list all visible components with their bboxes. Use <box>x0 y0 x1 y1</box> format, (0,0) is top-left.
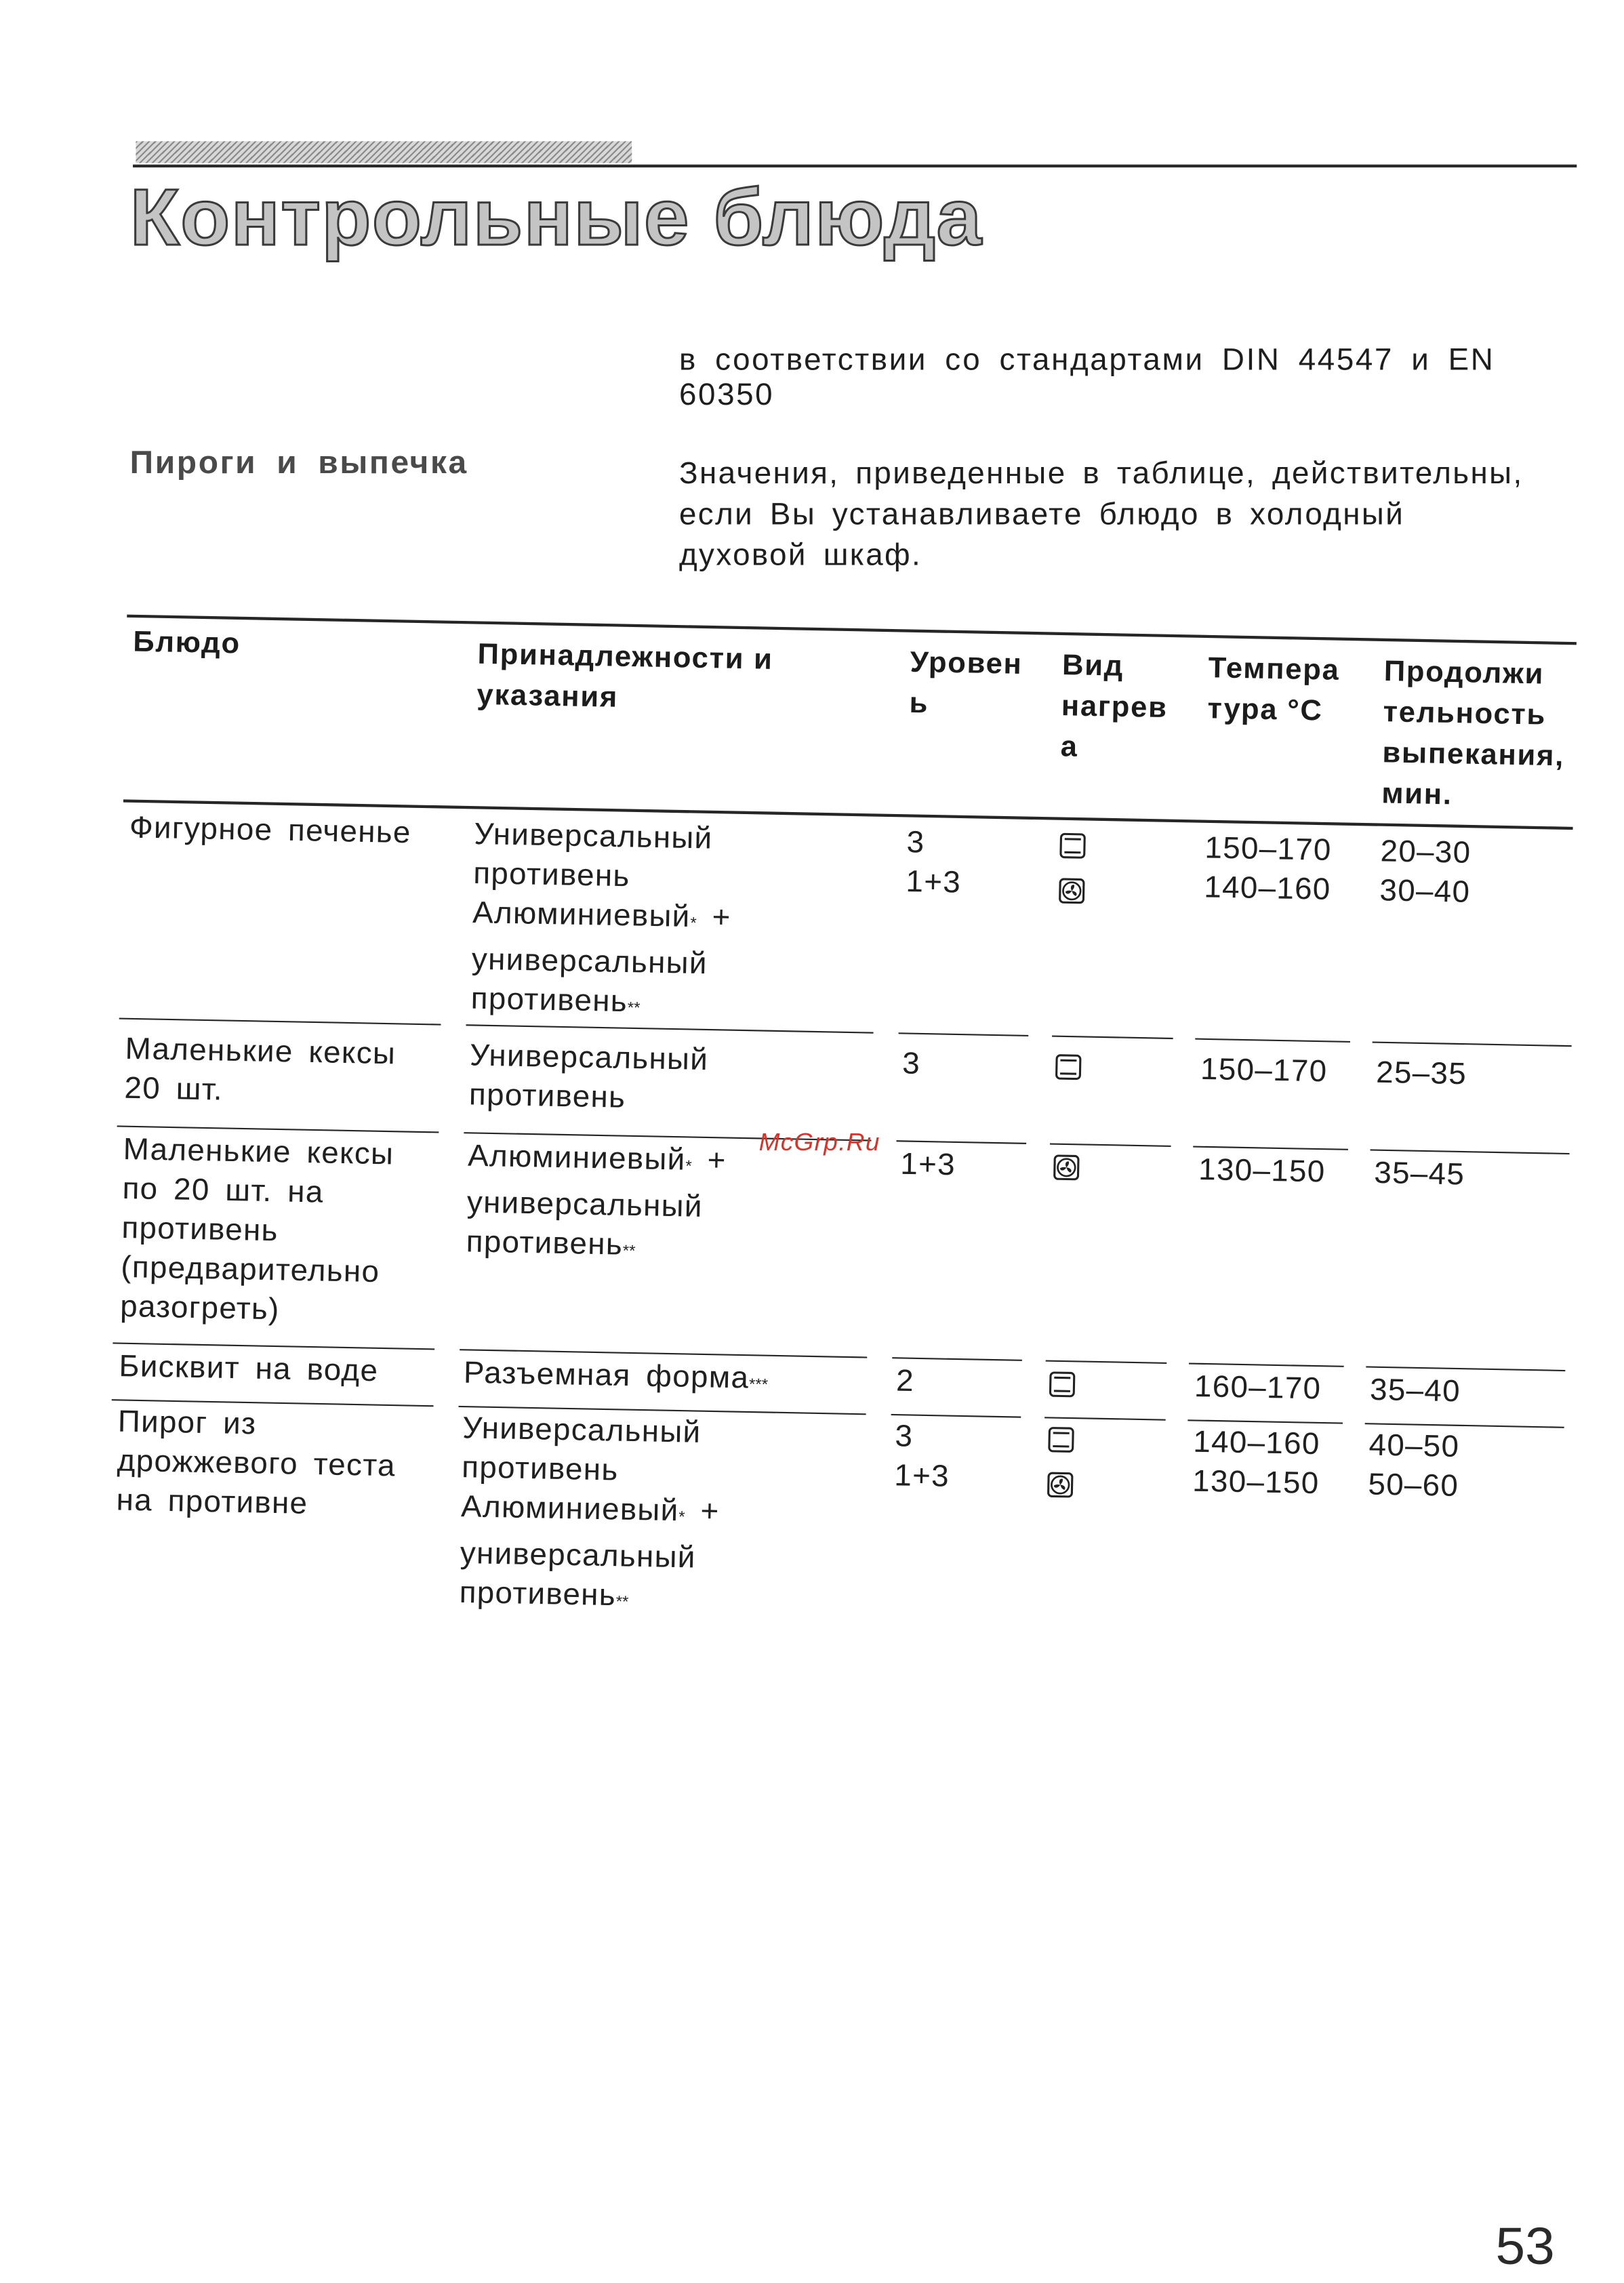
accessories-text: противень** <box>470 982 641 1019</box>
row-separator <box>1193 1146 1348 1150</box>
row-separator <box>896 1140 1026 1144</box>
top-bottom-heat-icon <box>1058 832 1087 872</box>
page-title: Контрольные блюда <box>129 171 983 262</box>
accessories-text: Универсальный <box>462 1411 702 1450</box>
duration-text: 20–30 <box>1380 834 1471 870</box>
accessories-text: универсальный <box>466 1186 704 1224</box>
accessories-cell <box>468 1036 708 1119</box>
temperature-cell <box>1192 1423 1320 1504</box>
footnote-marker: * <box>690 914 697 933</box>
table-top-rule <box>127 615 1577 645</box>
duration-cell <box>1374 1154 1465 1195</box>
accessories-cell <box>463 1354 769 1406</box>
duration-text: 40–50 <box>1368 1428 1460 1464</box>
dish-text: на противне <box>116 1483 308 1521</box>
header-level-text: ь <box>909 687 929 721</box>
footnote-marker: *** <box>748 1376 769 1394</box>
duration-text: 25–35 <box>1375 1056 1467 1092</box>
header-temperature <box>1207 648 1340 732</box>
standards-line: 60350 <box>678 378 775 412</box>
watermark: McGrp.Ru <box>758 1128 880 1156</box>
row-separator <box>1052 1036 1173 1040</box>
header-duration-text: Продолжи <box>1383 655 1545 691</box>
dish-cell <box>124 1030 397 1114</box>
dish-text: (предварительно <box>120 1251 380 1289</box>
header-accessories <box>476 634 773 722</box>
temperature-cell <box>1198 1150 1326 1192</box>
hot-air-icon <box>1057 877 1087 917</box>
temperature-text: 140–160 <box>1203 870 1332 907</box>
temperature-text: 150–170 <box>1200 1053 1328 1089</box>
header-heating-text: Вид <box>1061 649 1124 683</box>
temperature-text: 130–150 <box>1198 1153 1326 1190</box>
accessories-text: противень <box>468 1078 626 1115</box>
accessories-text: универсальный <box>460 1537 697 1575</box>
dish-cell <box>129 808 411 853</box>
dish-text: 20 шт. <box>124 1072 224 1108</box>
hot-air-icon <box>1046 1471 1075 1511</box>
header-duration <box>1381 651 1566 818</box>
level-cell <box>894 1417 951 1497</box>
dish-text: Маленькие кексы <box>123 1133 394 1172</box>
level-text: 1+3 <box>905 865 962 900</box>
level-cell <box>902 1045 921 1084</box>
dish-text: противень <box>121 1211 279 1249</box>
heating-cell <box>1046 1420 1076 1511</box>
dish-text: Бисквит на воде <box>119 1350 379 1388</box>
duration-cell <box>1370 1371 1461 1412</box>
footnote-marker: ** <box>615 1594 629 1612</box>
header-temperature-text: Темпера <box>1208 652 1341 687</box>
heating-cell <box>1057 826 1087 916</box>
dish-text: по 20 шт. на <box>122 1172 325 1210</box>
row-separator <box>1373 1041 1572 1047</box>
row-separator <box>899 1032 1029 1036</box>
level-cell <box>906 823 962 903</box>
dish-cell <box>119 1347 379 1391</box>
header-heating-text: нагрев <box>1061 690 1169 725</box>
header-accessories-text: Принадлежности и <box>477 639 774 676</box>
row-separator <box>1050 1143 1171 1147</box>
header-heating <box>1060 645 1169 769</box>
row-separator <box>1189 1362 1344 1367</box>
accessories-text: Универсальный <box>474 817 713 856</box>
heating-cell <box>1054 1047 1083 1093</box>
temperature-text: 150–170 <box>1204 831 1333 868</box>
row-separator <box>119 1017 441 1026</box>
header-duration-text: мин. <box>1381 777 1453 812</box>
temperature-text: 140–160 <box>1192 1425 1321 1461</box>
accessories-text: Алюминиевый* + <box>472 896 732 935</box>
accessories-text: противень <box>461 1451 619 1488</box>
accessories-text: Универсальный <box>469 1038 709 1077</box>
header-dish <box>133 622 241 665</box>
page-number: 53 <box>1495 2216 1555 2276</box>
row-separator <box>892 1357 1022 1361</box>
level-text: 3 <box>895 1419 914 1454</box>
accessories-text: противень** <box>466 1225 636 1262</box>
dish-text: дрожжевого теста <box>117 1444 397 1484</box>
accessories-text: Разъемная форма*** <box>463 1356 769 1396</box>
footnote-marker: ** <box>627 999 641 1017</box>
hot-air-icon <box>1052 1154 1081 1194</box>
level-text: 1+3 <box>893 1459 950 1494</box>
temperature-cell <box>1204 828 1332 910</box>
dish-text: Пирог из <box>117 1405 257 1442</box>
note-line: если Вы устанавливаете блюдо в холодный <box>678 498 1405 532</box>
temperature-text: 160–170 <box>1194 1370 1322 1407</box>
header-duration-text: выпекания, <box>1382 737 1565 773</box>
duration-text: 35–40 <box>1369 1373 1461 1409</box>
note-line: Значения, приведенные в таблице, действительны, <box>678 457 1524 491</box>
header-heating-text: а <box>1060 731 1079 764</box>
top-bottom-heat-icon <box>1054 1053 1083 1093</box>
duration-text: 35–45 <box>1373 1156 1465 1192</box>
footnote-marker: * <box>678 1509 685 1527</box>
level-text: 2 <box>895 1365 915 1398</box>
accessories-text: универсальный <box>471 943 708 982</box>
dish-text: разогреть) <box>119 1290 281 1327</box>
duration-cell <box>1368 1426 1460 1507</box>
duration-cell <box>1379 832 1471 912</box>
header-accessories-text: указания <box>476 679 619 714</box>
level-text: 3 <box>901 1047 921 1081</box>
dish-cell <box>120 1130 394 1331</box>
standards-note <box>679 344 1495 413</box>
dish-text: Фигурное печенье <box>129 811 412 850</box>
header-dish-text: Блюдо <box>132 626 241 661</box>
accessories-cell <box>459 1409 721 1625</box>
header-duration-text: тельность <box>1383 696 1547 732</box>
top-bottom-heat-icon <box>1047 1426 1076 1466</box>
level-text: 3 <box>906 826 925 860</box>
dish-cell <box>116 1402 397 1526</box>
accessories-text: Алюминиевый* + <box>460 1490 720 1529</box>
top-bottom-heat-icon <box>1048 1371 1077 1411</box>
level-cell <box>900 1145 956 1186</box>
heating-cell <box>1052 1148 1081 1193</box>
header-level-text: Уровен <box>910 647 1023 681</box>
accessories-cell <box>466 1137 727 1274</box>
temperature-cell <box>1200 1050 1328 1092</box>
dish-text: Маленькие кексы <box>125 1032 397 1072</box>
accessories-text: противень** <box>459 1576 629 1613</box>
accessories-text: противень <box>472 857 631 894</box>
footnote-marker: ** <box>622 1242 636 1261</box>
header-hatch-bar <box>136 141 632 163</box>
accessories-text: Алюминиевый* + <box>467 1139 727 1178</box>
header-rule <box>133 165 1577 167</box>
temperature-cell <box>1194 1367 1321 1409</box>
header-temperature-text: тура °C <box>1207 693 1324 728</box>
duration-text: 30–40 <box>1379 874 1471 910</box>
standards-line: в соответствии со стандартами DIN 44547 и EN <box>678 343 1495 378</box>
row-separator <box>1195 1038 1350 1043</box>
header-level <box>909 643 1023 726</box>
section-heading: Пироги и выпечка <box>129 444 468 481</box>
footnote-marker: * <box>685 1158 692 1176</box>
duration-cell <box>1376 1053 1467 1095</box>
temperature-text: 130–150 <box>1192 1464 1320 1501</box>
note-line: духовой шкаф. <box>678 538 922 573</box>
accessories-cell <box>470 815 733 1031</box>
row-separator <box>1046 1360 1167 1364</box>
table-note <box>679 454 1524 576</box>
heating-cell <box>1048 1365 1077 1410</box>
duration-text: 50–60 <box>1367 1468 1459 1503</box>
level-text: 1+3 <box>899 1148 956 1182</box>
level-cell <box>896 1362 915 1401</box>
